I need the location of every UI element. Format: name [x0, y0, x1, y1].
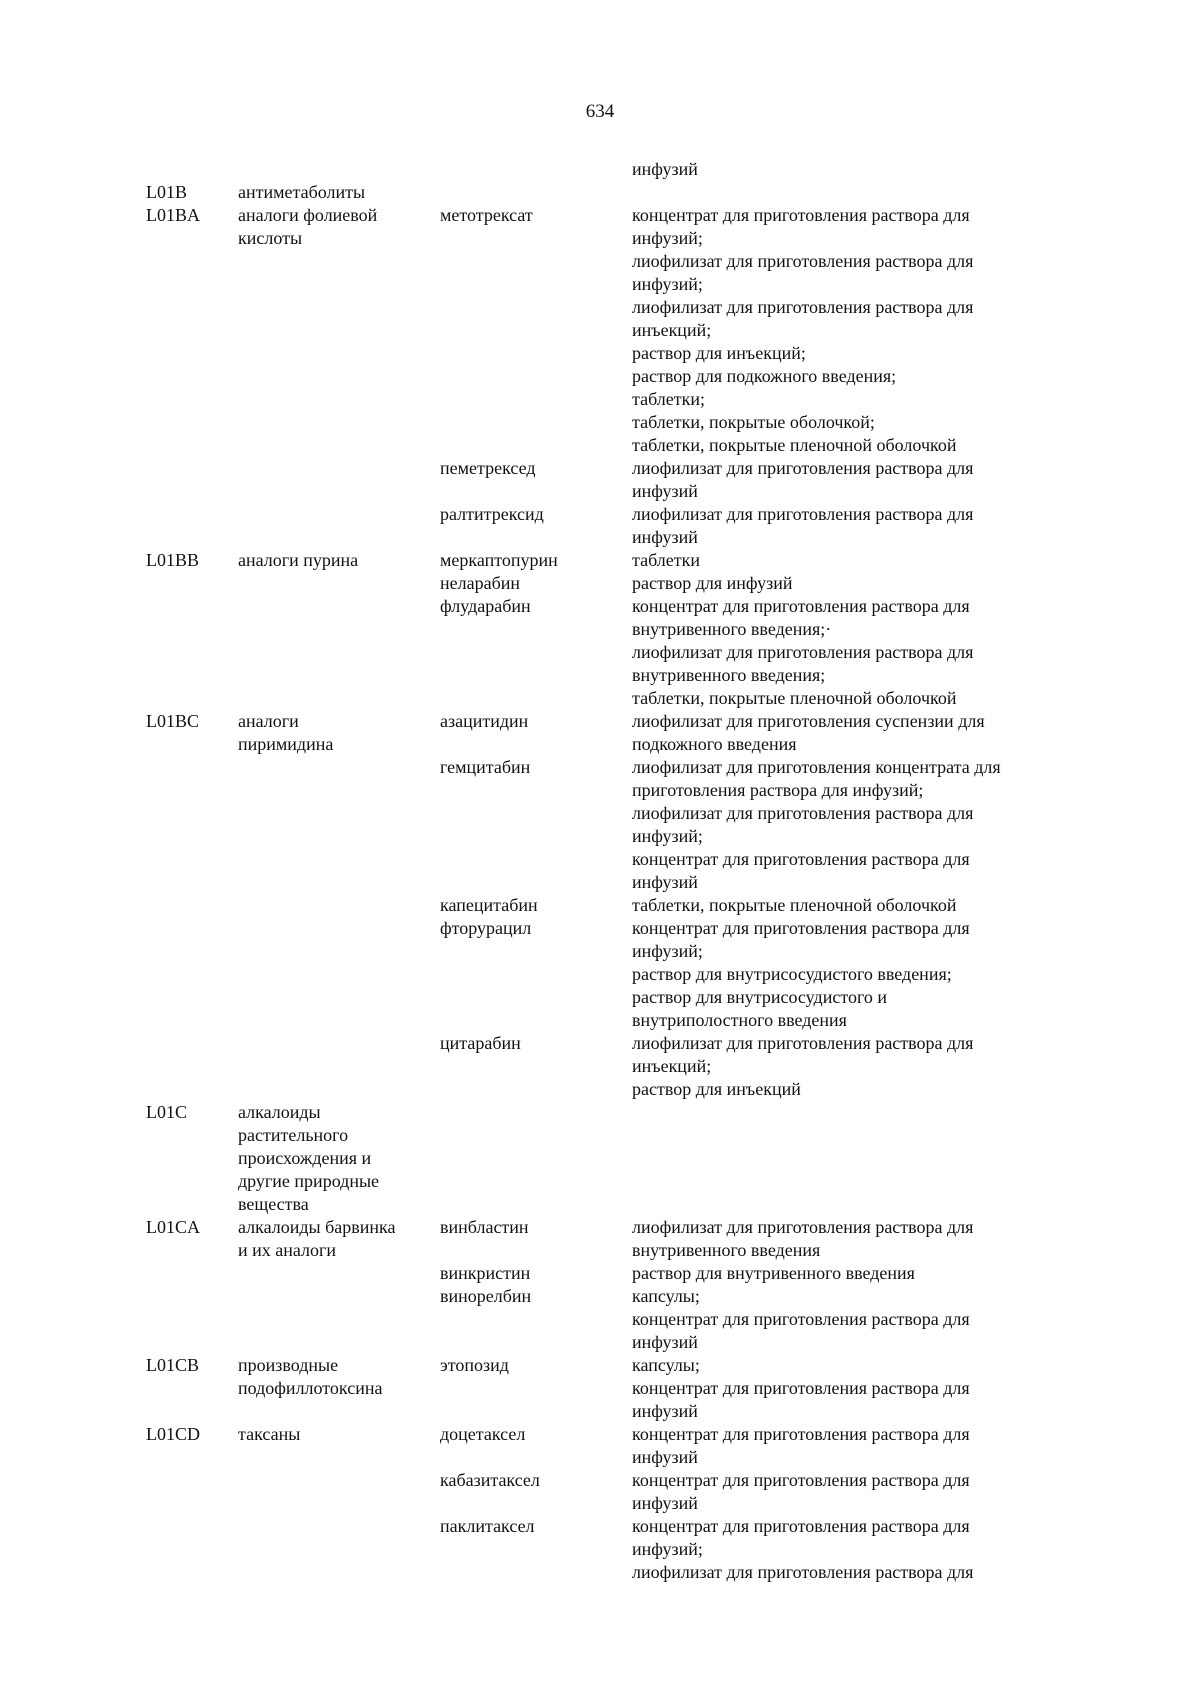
dosage-form-line: инъекций;: [632, 320, 712, 340]
table-row: [0, 457, 1200, 503]
drug-name: винорелбин: [440, 1286, 532, 1306]
drug-name: метотрексат: [440, 205, 533, 225]
dosage-form-line: капсулы;: [632, 1286, 700, 1306]
dosage-forms: [632, 1262, 1162, 1285]
dosage-forms: [632, 204, 1162, 457]
dosage-form-line: лиофилизат для приготовления раствора для: [632, 504, 974, 524]
dosage-form-line: раствор для внутрисосудистого введения;: [632, 964, 952, 984]
atc-code: L01C: [146, 1102, 188, 1122]
dosage-forms: [632, 549, 1162, 572]
drug-name: капецитабин: [440, 895, 538, 915]
group-line: пиримидина: [238, 734, 334, 754]
group-line: аналоги пурина: [238, 550, 359, 570]
dosage-form-line: таблетки, покрытые пленочной оболочкой: [632, 895, 957, 915]
table-row: [0, 1515, 1200, 1584]
table-row: [0, 1032, 1200, 1101]
dosage-forms: [632, 1469, 1162, 1515]
page-number: 634: [585, 101, 615, 122]
drug-name: доцетаксел: [440, 1424, 526, 1444]
dosage-forms: [632, 595, 1162, 710]
dosage-form-line: лиофилизат для приготовления раствора для: [632, 458, 974, 478]
dosage-forms: [632, 158, 1162, 181]
table-row: [0, 572, 1200, 595]
drug-name: цитарабин: [440, 1033, 521, 1053]
table-row: [0, 1101, 1200, 1216]
dosage-form-line: раствор для инфузий: [632, 573, 793, 593]
dosage-form-line: инфузий: [632, 1401, 698, 1421]
dosage-form-line: инфузий;: [632, 1539, 703, 1559]
table-row: [0, 204, 1200, 457]
drug-name: неларабин: [440, 573, 521, 593]
dosage-form-line: лиофилизат для приготовления раствора для: [632, 1217, 974, 1237]
dosage-forms: [632, 1354, 1162, 1423]
dosage-form-line: приготовления раствора для инфузий;: [632, 780, 924, 800]
atc-code: L01BA: [146, 205, 200, 225]
dosage-form-line: подкожного введения: [632, 734, 797, 754]
dosage-form-line: таблетки: [632, 550, 701, 570]
anatomical-group: [238, 1216, 438, 1262]
atc-code: L01BC: [146, 711, 200, 731]
drug-name: этопозид: [440, 1355, 509, 1375]
dosage-form-line: лиофилизат для приготовления раствора для: [632, 1033, 974, 1053]
anatomical-group: [238, 549, 438, 572]
group-line: растительного: [238, 1125, 349, 1145]
dosage-form-line: внутривенного введения;: [632, 665, 826, 685]
table-row: [0, 710, 1200, 756]
dosage-form-line: инфузий: [632, 481, 698, 501]
group-line: таксаны: [238, 1424, 301, 1444]
group-line: алкалоиды: [238, 1102, 321, 1122]
dosage-forms: [632, 917, 1162, 1032]
dosage-forms: [632, 503, 1162, 549]
anatomical-group: [238, 1423, 438, 1446]
dosage-form-line: концентрат для приготовления раствора для: [632, 1470, 970, 1490]
dosage-forms: [632, 1032, 1162, 1101]
dosage-form-line: раствор для внутрисосудистого и: [632, 987, 888, 1007]
atc-code: L01CD: [146, 1424, 200, 1444]
dosage-form-line: инфузий;: [632, 228, 703, 248]
anatomical-group: [238, 181, 438, 204]
dosage-form-line: инфузий;: [632, 941, 703, 961]
dosage-forms: [632, 756, 1162, 894]
dosage-forms: [632, 1285, 1162, 1354]
dosage-forms: [632, 1423, 1162, 1469]
table-row: [0, 1469, 1200, 1515]
dosage-form-line: концентрат для приготовления раствора для: [632, 1309, 970, 1329]
dosage-form-line: лиофилизат для приготовления суспензии для: [632, 711, 985, 731]
dosage-forms: [632, 572, 1162, 595]
dosage-form-line: инфузий: [632, 1447, 698, 1467]
dosage-form-line: концентрат для приготовления раствора для: [632, 849, 970, 869]
dosage-form-line: лиофилизат для приготовления раствора для: [632, 642, 974, 662]
dosage-form-line: инфузий;: [632, 826, 703, 846]
table-row: [0, 181, 1200, 204]
group-line: антиметаболиты: [238, 182, 366, 202]
anatomical-group: [238, 204, 438, 250]
atc-code: L01B: [146, 182, 188, 202]
drug-name: азацитидин: [440, 711, 529, 731]
drug-name: гемцитабин: [440, 757, 531, 777]
table-row: [0, 1285, 1200, 1354]
table-row: [0, 549, 1200, 572]
dosage-form-line: концентрат для приготовления раствора для: [632, 1516, 970, 1536]
dosage-form-line: внутриполостного введения: [632, 1010, 847, 1030]
dosage-form-line: лиофилизат для приготовления раствора для: [632, 297, 974, 317]
dosage-form-line: таблетки, покрытые пленочной оболочкой: [632, 688, 957, 708]
group-line: и их аналоги: [238, 1240, 337, 1260]
group-line: подофиллотоксина: [238, 1378, 383, 1398]
dosage-form-line: концентрат для приготовления раствора для: [632, 205, 970, 225]
table-row: [0, 894, 1200, 917]
drug-name: винкристин: [440, 1263, 531, 1283]
group-line: вещества: [238, 1194, 309, 1214]
group-line: происхождения и: [238, 1148, 372, 1168]
dosage-form-line: концентрат для приготовления раствора для: [632, 1424, 970, 1444]
dosage-forms: [632, 1216, 1162, 1262]
atc-code: L01CA: [146, 1217, 200, 1237]
dosage-form-line: внутривенного введения: [632, 1240, 821, 1260]
drug-name: паклитаксел: [440, 1516, 535, 1536]
group-line: аналоги фолиевой: [238, 205, 378, 225]
dosage-form-line: лиофилизат для приготовления раствора для: [632, 803, 974, 823]
table-row: [0, 1216, 1200, 1262]
drug-name: винбластин: [440, 1217, 529, 1237]
dosage-form-line: таблетки, покрытые пленочной оболочкой: [632, 435, 957, 455]
dosage-form-line: инфузий;: [632, 274, 703, 294]
dosage-form-line: инфузий: [632, 872, 698, 892]
dosage-form-line: внутривенного введения;·: [632, 619, 832, 639]
dosage-form-line: инфузий: [632, 159, 698, 179]
anatomical-group: [238, 1354, 438, 1400]
drug-name: ралтитрексид: [440, 504, 544, 524]
dosage-form-line: инфузий: [632, 1493, 698, 1513]
dosage-form-line: лиофилизат для приготовления концентрата для: [632, 757, 1001, 777]
table-row: [0, 1354, 1200, 1423]
drug-name: меркаптопурин: [440, 550, 558, 570]
group-line: производные: [238, 1355, 339, 1375]
drug-name: пеметрексед: [440, 458, 536, 478]
dosage-form-line: раствор для подкожного введения;: [632, 366, 897, 386]
drug-name: кабазитаксел: [440, 1470, 540, 1490]
dosage-form-line: таблетки, покрытые оболочкой;: [632, 412, 875, 432]
dosage-forms: [632, 457, 1162, 503]
group-line: аналоги: [238, 711, 299, 731]
dosage-form-line: лиофилизат для приготовления раствора для: [632, 251, 974, 271]
dosage-forms: [632, 710, 1162, 756]
dosage-form-line: концентрат для приготовления раствора для: [632, 918, 970, 938]
drug-name: флударабин: [440, 596, 531, 616]
dosage-form-line: лиофилизат для приготовления раствора для: [632, 1562, 974, 1582]
dosage-form-line: раствор для внутривенного введения: [632, 1263, 915, 1283]
table-row: [0, 917, 1200, 1032]
anatomical-group: [238, 1101, 438, 1216]
dosage-form-line: капсулы;: [632, 1355, 700, 1375]
dosage-forms: [632, 894, 1162, 917]
dosage-forms: [632, 1515, 1162, 1584]
atc-code: L01CB: [146, 1355, 200, 1375]
dosage-form-line: таблетки;: [632, 389, 706, 409]
group-line: кислоты: [238, 228, 303, 248]
group-line: другие природные: [238, 1171, 380, 1191]
dosage-form-line: инъекций;: [632, 1056, 712, 1076]
group-line: алкалоиды барвинка: [238, 1217, 396, 1237]
table-row: [0, 595, 1200, 710]
drug-table: [0, 158, 1200, 1584]
drug-name: фторурацил: [440, 918, 532, 938]
dosage-form-line: инфузий: [632, 1332, 698, 1352]
anatomical-group: [238, 710, 438, 756]
table-row: [0, 1423, 1200, 1469]
dosage-form-line: инфузий: [632, 527, 698, 547]
dosage-form-line: концентрат для приготовления раствора для: [632, 1378, 970, 1398]
dosage-form-line: концентрат для приготовления раствора для: [632, 596, 970, 616]
atc-code: L01BB: [146, 550, 200, 570]
dosage-form-line: раствор для инъекций;: [632, 343, 806, 363]
table-row: [0, 158, 1200, 181]
dosage-form-line: раствор для инъекций: [632, 1079, 801, 1099]
table-row: [0, 1262, 1200, 1285]
table-row: [0, 756, 1200, 894]
table-row: [0, 503, 1200, 549]
